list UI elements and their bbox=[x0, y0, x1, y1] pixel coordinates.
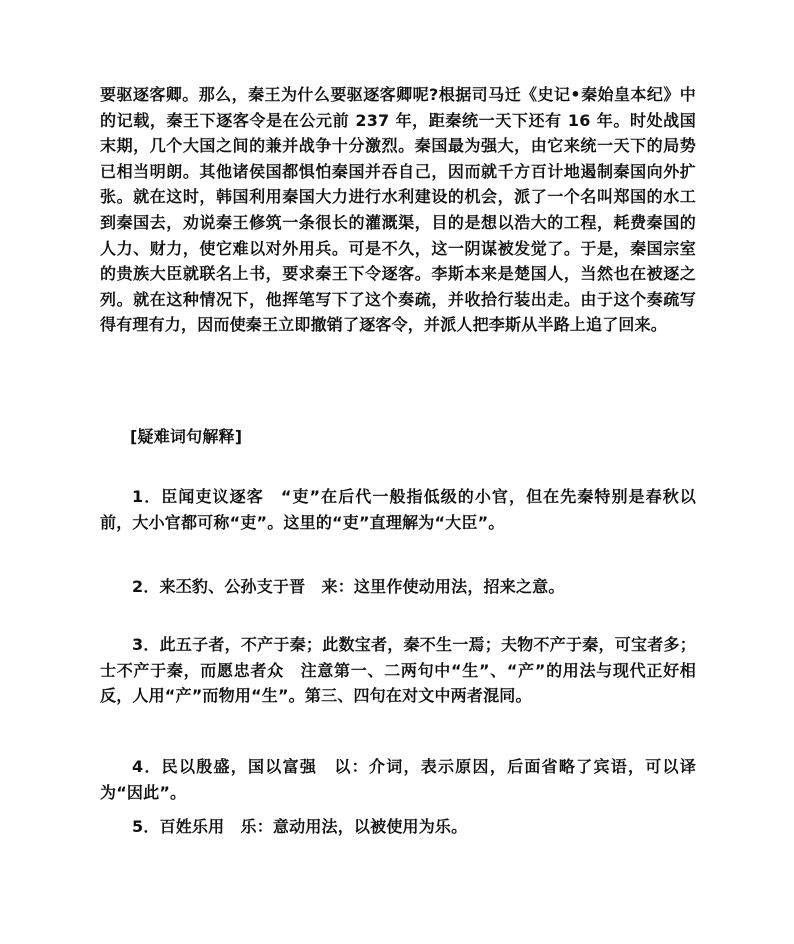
section-heading: [疑难词句解释] bbox=[130, 427, 243, 446]
note-item-5: 5．百姓乐用 乐：意动用法，以被使用为乐。 bbox=[132, 817, 468, 836]
note-item-1: 1．臣闻吏议逐客 “吏”在后代一般指低级的小官，但在先秦特别是春秋以前，大小官都可称“吏”。这里的“吏”直理解为“大臣”。 bbox=[100, 487, 696, 532]
note-item-2: 2．来丕豹、公孙支于晋 来：这里作使动用法，招来之意。 bbox=[132, 577, 565, 596]
note-item-3: 3．此五子者，不产于秦；此数宝者，秦不生一焉；夫物不产于秦，可宝者多；士不产于秦，而愿忠者众 注意第一、二两句中“生”、“产”的用法与现代正好相反，人用“产”而物用“生”。第三、四句在对文中两者混同。 bbox=[100, 635, 696, 706]
note-item-4: 4．民以殷盛，国以富强 以：介词，表示原因，后面省略了宾语，可以译为“因此”。 bbox=[100, 757, 696, 802]
intro-paragraph: 要驱逐客卿。那么，秦王为什么要驱逐客卿呢?根据司马迁《史记•秦始皇本纪》中的记载，秦王下逐客令是在公元前 237 年，距秦统一天下还有 16 年。时处战国末期，几个大国之间的兼并战争十分激烈。秦国最为强大，由它来统一天下的局势已相当明朗。其他诸侯国都惧怕秦国并吞自己，因而就千方百计地遏制秦国向外扩张。就在这时，韩国利用秦国大力进行水利建设的机会，派了一个名叫郑国的水工到秦国去，劝说秦王修筑一条很长的灌溉渠，目的是想以浩大的工程，耗费秦国的人力、财力，使它难以对外用兵。可是不久，这一阴谋被发觉了。于是，秦国宗室的贵族大臣就联名上书，要求秦王下令逐客。李斯本来是楚国人，当然也在被逐之列。就在这种情况下，他挥笔写下了这个奏疏，并收拾行装出走。由于这个奏疏写得有理有力，因而使秦王立即撤销了逐客令，并派人把李斯从半路上追了回来。 bbox=[100, 85, 696, 335]
